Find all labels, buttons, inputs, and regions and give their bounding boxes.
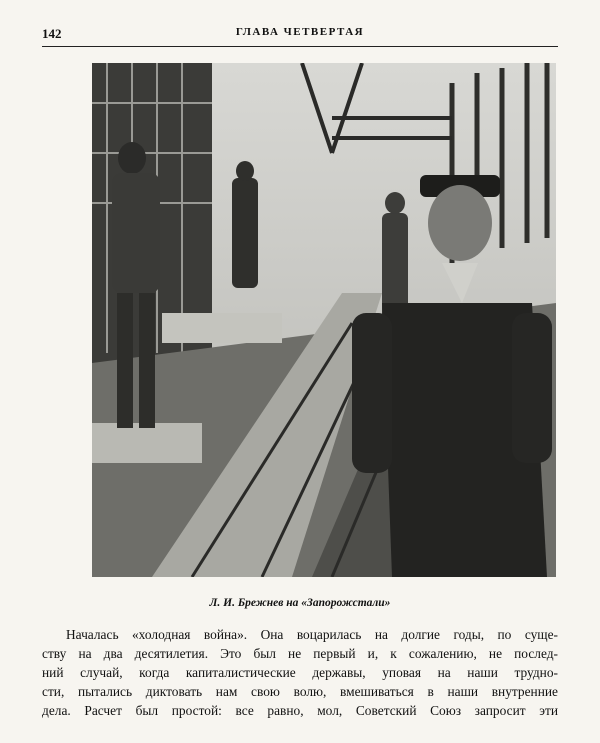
running-title: ГЛАВА ЧЕТВЕРТАЯ — [235, 26, 365, 38]
body-paragraph — [42, 625, 558, 720]
page-number: 142 — [42, 26, 62, 41]
photo-illustration — [92, 63, 556, 577]
figure-photo — [92, 63, 556, 577]
page-header — [42, 24, 558, 47]
body-line: дела. Расчет был простой: все равно, мол, Советский Союз запросит эти — [42, 703, 558, 718]
figure-caption: Л. И. Брежнев на «Запорожстали» — [209, 597, 391, 609]
body-line: сти, пытались диктовать нам свою волю, вмешиваться в наши внутренние — [42, 684, 558, 699]
body-line: ний случай, когда капиталистические державы, уповая на наши трудно- — [42, 665, 558, 680]
body-line: Началась «холодная война». Она воцарилась на долгие годы, по суще- — [66, 627, 558, 642]
body-line: ству на два десятилетия. Это был не первый и, к сожалению, не послед- — [42, 646, 558, 661]
